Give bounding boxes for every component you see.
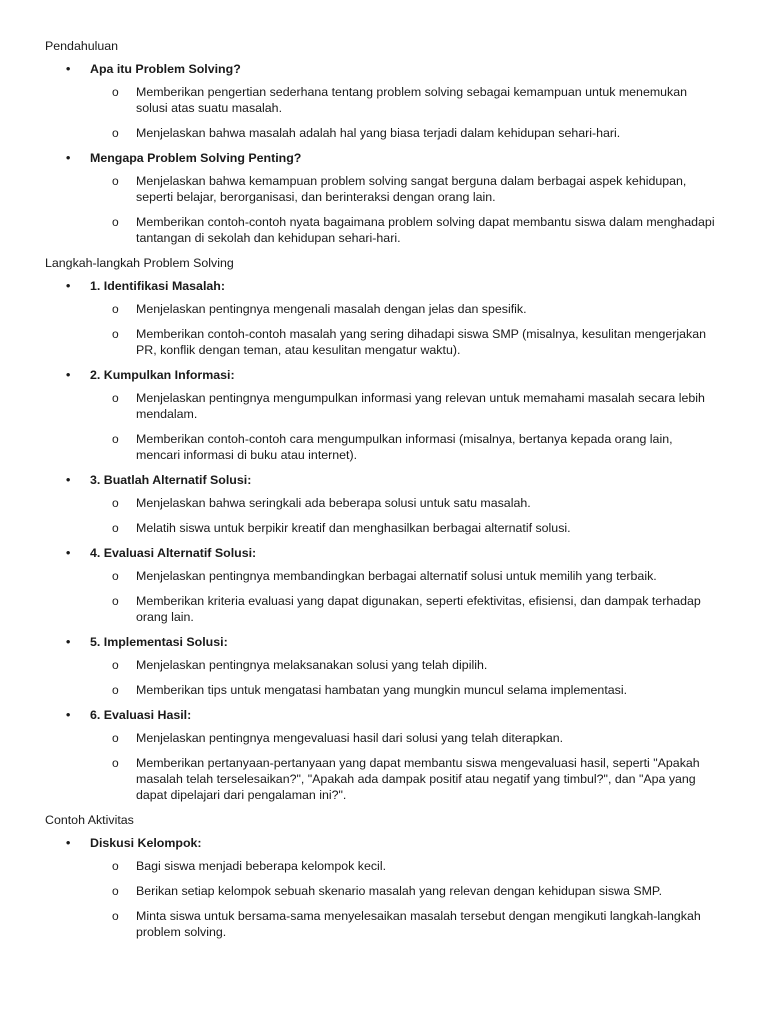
detail-text: Memberikan pengertian sederhana tentang problem solving sebagai kemampuan untuk menemukan solusi atas suatu masalah. xyxy=(136,85,688,115)
bullet-circle-icon: o xyxy=(112,126,119,140)
topic-item xyxy=(45,707,728,723)
topic-item xyxy=(45,61,728,77)
detail-text: Memberikan contoh-contoh masalah yang sering dihadapi siswa SMP (misalnya, kesulitan mengerjakan PR, konflik dengan teman, atau kesulitan mengatur waktu). xyxy=(136,327,707,357)
section-heading: Langkah-langkah Problem Solving xyxy=(45,256,234,270)
bullet-circle-icon: o xyxy=(112,174,119,188)
topic-item xyxy=(45,367,728,383)
detail-item xyxy=(45,431,728,463)
bullet-circle-icon: o xyxy=(112,432,119,446)
bullet-circle-icon: o xyxy=(112,521,119,535)
detail-text: Melatih siswa untuk berpikir kreatif dan menghasilkan berbagai alternatif solusi. xyxy=(136,521,571,535)
detail-text: Menjelaskan bahwa seringkali ada beberapa solusi untuk satu masalah. xyxy=(136,496,531,510)
detail-item xyxy=(45,568,728,584)
detail-item xyxy=(45,730,728,746)
detail-text: Menjelaskan bahwa kemampuan problem solving sangat berguna dalam berbagai aspek kehidupan, seperti belajar, berorganisasi, dan berinteraksi dengan orang lain. xyxy=(136,174,687,204)
topic-title: Apa itu Problem Solving? xyxy=(90,62,241,76)
detail-item xyxy=(45,682,728,698)
bullet-circle-icon: o xyxy=(112,391,119,405)
detail-text: Memberikan tips untuk mengatasi hambatan yang mungkin muncul selama implementasi. xyxy=(136,683,628,697)
bullet-disc-icon: • xyxy=(66,473,71,487)
bullet-disc-icon: • xyxy=(66,836,71,850)
bullet-disc-icon: • xyxy=(66,151,71,165)
topic-title: Mengapa Problem Solving Penting? xyxy=(90,151,302,165)
topic-item xyxy=(45,835,728,851)
topic-title: 5. Implementasi Solusi: xyxy=(90,635,228,649)
topic-title: 3. Buatlah Alternatif Solusi: xyxy=(90,473,252,487)
topic-item xyxy=(45,278,728,294)
detail-text: Memberikan contoh-contoh cara mengumpulkan informasi (misalnya, bertanya kepada orang lain, mencari informasi di buku atau internet). xyxy=(136,432,673,462)
bullet-circle-icon: o xyxy=(112,884,119,898)
detail-item xyxy=(45,326,728,358)
bullet-circle-icon: o xyxy=(112,302,119,316)
detail-item xyxy=(45,301,728,317)
detail-item xyxy=(45,858,728,874)
detail-item xyxy=(45,214,728,246)
bullet-circle-icon: o xyxy=(112,569,119,583)
detail-item xyxy=(45,883,728,899)
bullet-disc-icon: • xyxy=(66,546,71,560)
section-heading: Contoh Aktivitas xyxy=(45,813,134,827)
topic-title: Diskusi Kelompok: xyxy=(90,836,202,850)
bullet-circle-icon: o xyxy=(112,859,119,873)
bullet-disc-icon: • xyxy=(66,635,71,649)
detail-item xyxy=(45,390,728,422)
detail-text: Memberikan pertanyaan-pertanyaan yang dapat membantu siswa mengevaluasi hasil, seperti "Apakah masalah telah terselesaikan?", "Apakah ada dampak positif atau negatif yang timbul?", dan "Apa yang dapat dipelajari dari pengalaman ini?". xyxy=(136,756,700,802)
bullet-circle-icon: o xyxy=(112,594,119,608)
detail-item xyxy=(45,495,728,511)
detail-text: Memberikan contoh-contoh nyata bagaimana problem solving dapat membantu siswa dalam menghadapi tantangan di sekolah dan kehidupan sehari-hari. xyxy=(136,215,715,245)
detail-item xyxy=(45,173,728,205)
topic-item xyxy=(45,545,728,561)
bullet-circle-icon: o xyxy=(112,658,119,672)
detail-text: Menjelaskan pentingnya melaksanakan solusi yang telah dipilih. xyxy=(136,658,488,672)
topic-title: 6. Evaluasi Hasil: xyxy=(90,708,192,722)
detail-item xyxy=(45,520,728,536)
detail-text: Memberikan kriteria evaluasi yang dapat digunakan, seperti efektivitas, efisiensi, dan dampak terhadap orang lain. xyxy=(136,594,701,624)
detail-item xyxy=(45,755,728,803)
topic-item xyxy=(45,150,728,166)
bullet-disc-icon: • xyxy=(66,279,71,293)
topic-title: 1. Identifikasi Masalah: xyxy=(90,279,225,293)
detail-text: Bagi siswa menjadi beberapa kelompok kecil. xyxy=(136,859,387,873)
topic-item xyxy=(45,472,728,488)
detail-text: Menjelaskan bahwa masalah adalah hal yang biasa terjadi dalam kehidupan sehari-hari. xyxy=(136,126,621,140)
detail-text: Menjelaskan pentingnya mengumpulkan informasi yang relevan untuk memahami masalah secara lebih mendalam. xyxy=(136,391,705,421)
section-heading: Pendahuluan xyxy=(45,39,119,53)
document-body xyxy=(45,38,728,940)
detail-item xyxy=(45,84,728,116)
bullet-circle-icon: o xyxy=(112,683,119,697)
bullet-circle-icon: o xyxy=(112,85,119,99)
detail-text: Minta siswa untuk bersama-sama menyelesaikan masalah tersebut dengan mengikuti langkah-langkah problem solving. xyxy=(136,909,701,939)
topic-item xyxy=(45,634,728,650)
bullet-circle-icon: o xyxy=(112,496,119,510)
bullet-disc-icon: • xyxy=(66,62,71,76)
bullet-circle-icon: o xyxy=(112,327,119,341)
bullet-circle-icon: o xyxy=(112,215,119,229)
bullet-circle-icon: o xyxy=(112,731,119,745)
detail-text: Menjelaskan pentingnya mengenali masalah dengan jelas dan spesifik. xyxy=(136,302,527,316)
detail-text: Menjelaskan pentingnya membandingkan berbagai alternatif solusi untuk memilih yang terbaik. xyxy=(136,569,657,583)
detail-item xyxy=(45,908,728,940)
bullet-disc-icon: • xyxy=(66,708,71,722)
bullet-circle-icon: o xyxy=(112,909,119,923)
bullet-circle-icon: o xyxy=(112,756,119,770)
detail-text: Menjelaskan pentingnya mengevaluasi hasil dari solusi yang telah diterapkan. xyxy=(136,731,564,745)
detail-text: Berikan setiap kelompok sebuah skenario masalah yang relevan dengan kehidupan siswa SMP. xyxy=(136,884,663,898)
topic-title: 2. Kumpulkan Informasi: xyxy=(90,368,235,382)
detail-item xyxy=(45,657,728,673)
detail-item xyxy=(45,125,728,141)
detail-item xyxy=(45,593,728,625)
topic-title: 4. Evaluasi Alternatif Solusi: xyxy=(90,546,257,560)
bullet-disc-icon: • xyxy=(66,368,71,382)
